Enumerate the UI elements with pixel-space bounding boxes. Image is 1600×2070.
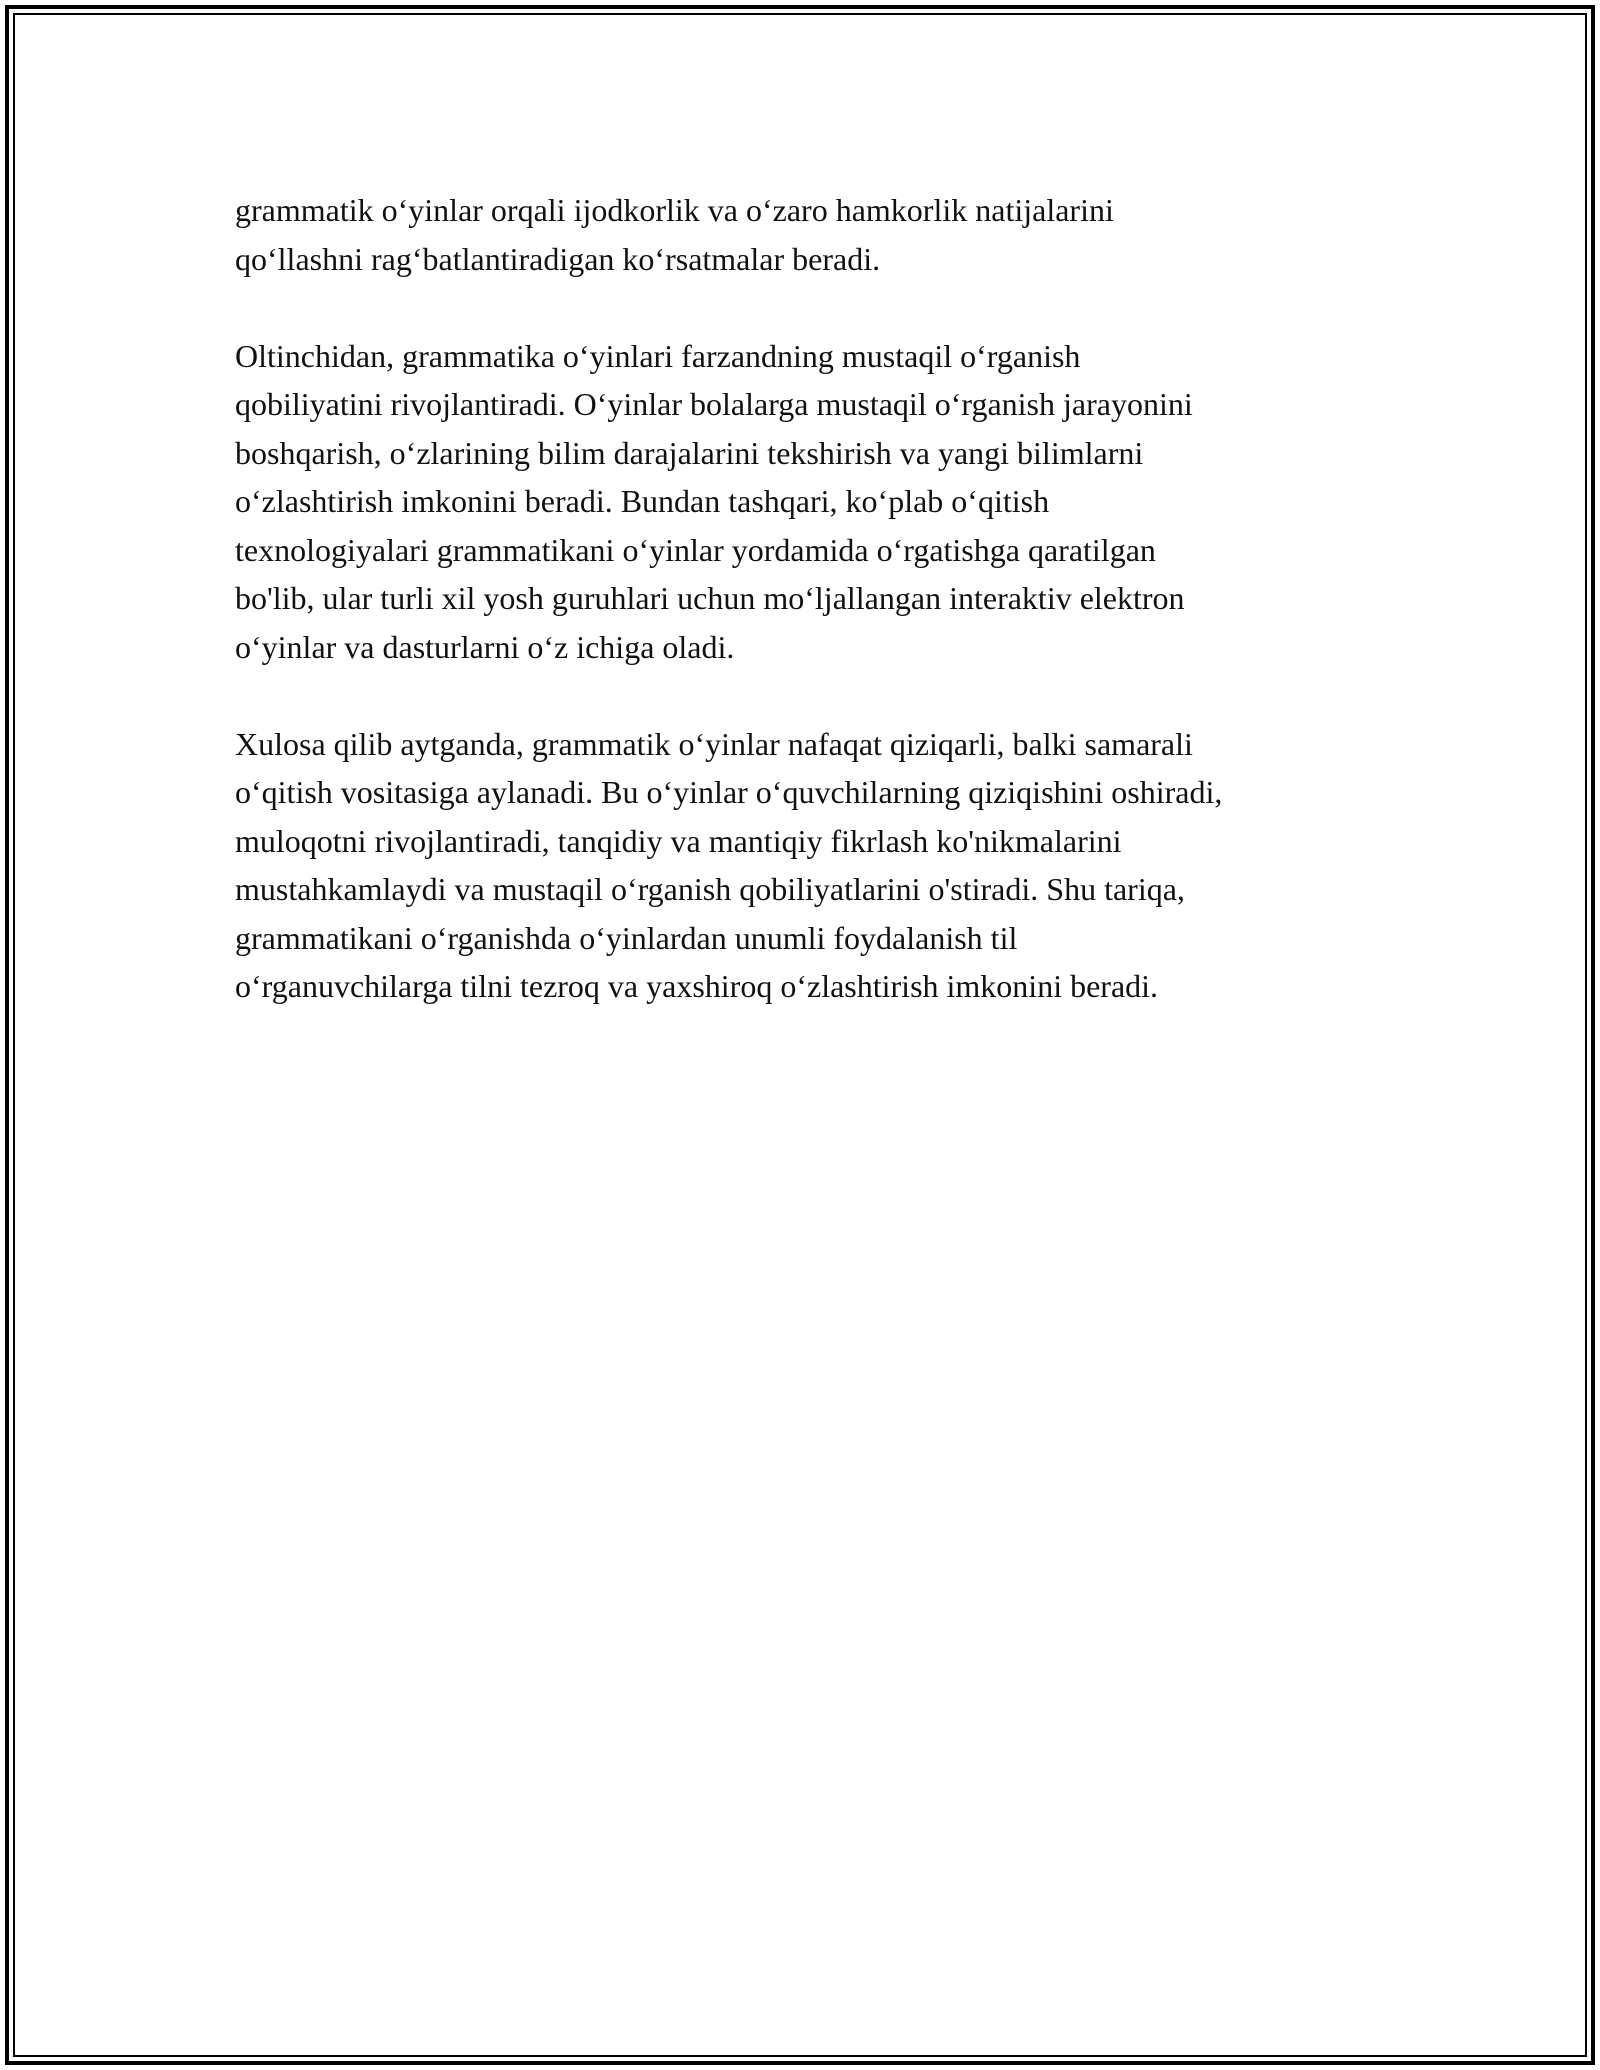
- text-line: qo‘llashni rag‘batlantiradigan ko‘rsatmalar beradi.: [235, 240, 881, 277]
- text-line: mustahkamlaydi va mustaqil o‘rganish qobiliyatlarini o'stiradi. Shu tariqa,: [235, 871, 1185, 907]
- text-line: o‘qitish vositasiga aylanadi. Bu o‘yinlar o‘quvchilarning qiziqishini oshiradi,: [235, 774, 1223, 810]
- text-line: o‘rganuvchilarga tilni tezroq va yaxshiroq o‘zlashtirish imkonini beradi.: [235, 968, 1159, 1004]
- text-line: Oltinchidan, grammatika o‘yinlari farzandning mustaqil o‘rganish: [235, 337, 1081, 374]
- paragraph-1: [235, 186, 1375, 283]
- text-line: muloqotni rivojlantiradi, tanqidiy va mantiqiy fikrlash ko'nikmalarini: [235, 822, 1122, 859]
- text-line: grammatikani o‘rganishda o‘yinlardan unumli foydalanish til: [235, 919, 1018, 956]
- text-line: qobiliyatini rivojlantiradi. O‘yinlar bolalarga mustaqil o‘rganish jarayonini: [235, 386, 1193, 422]
- paragraph-2: [235, 332, 1375, 672]
- text-line: o‘zlashtirish imkonini beradi. Bundan tashqari, ko‘plab o‘qitish: [235, 483, 1050, 519]
- text-line: boshqarish, o‘zlarining bilim darajalarini tekshirish va yangi bilimlarni: [235, 434, 1144, 471]
- document-body: [235, 186, 1375, 1059]
- text-line: texnologiyalari grammatikani o‘yinlar yordamida o‘rgatishga qaratilgan: [235, 531, 1156, 568]
- text-line: o‘yinlar va dasturlarni o‘z ichiga oladi.: [235, 628, 735, 665]
- text-line: Xulosa qilib aytganda, grammatik o‘yinlar nafaqat qiziqarli, balki samarali: [235, 725, 1193, 762]
- paragraph-3: [235, 720, 1375, 1011]
- text-line: bo'lib, ular turli xil yosh guruhlari uchun mo‘ljallangan interaktiv elektron: [235, 580, 1185, 616]
- text-line: grammatik o‘yinlar orqali ijodkorlik va o‘zaro hamkorlik natijalarini: [235, 192, 1114, 228]
